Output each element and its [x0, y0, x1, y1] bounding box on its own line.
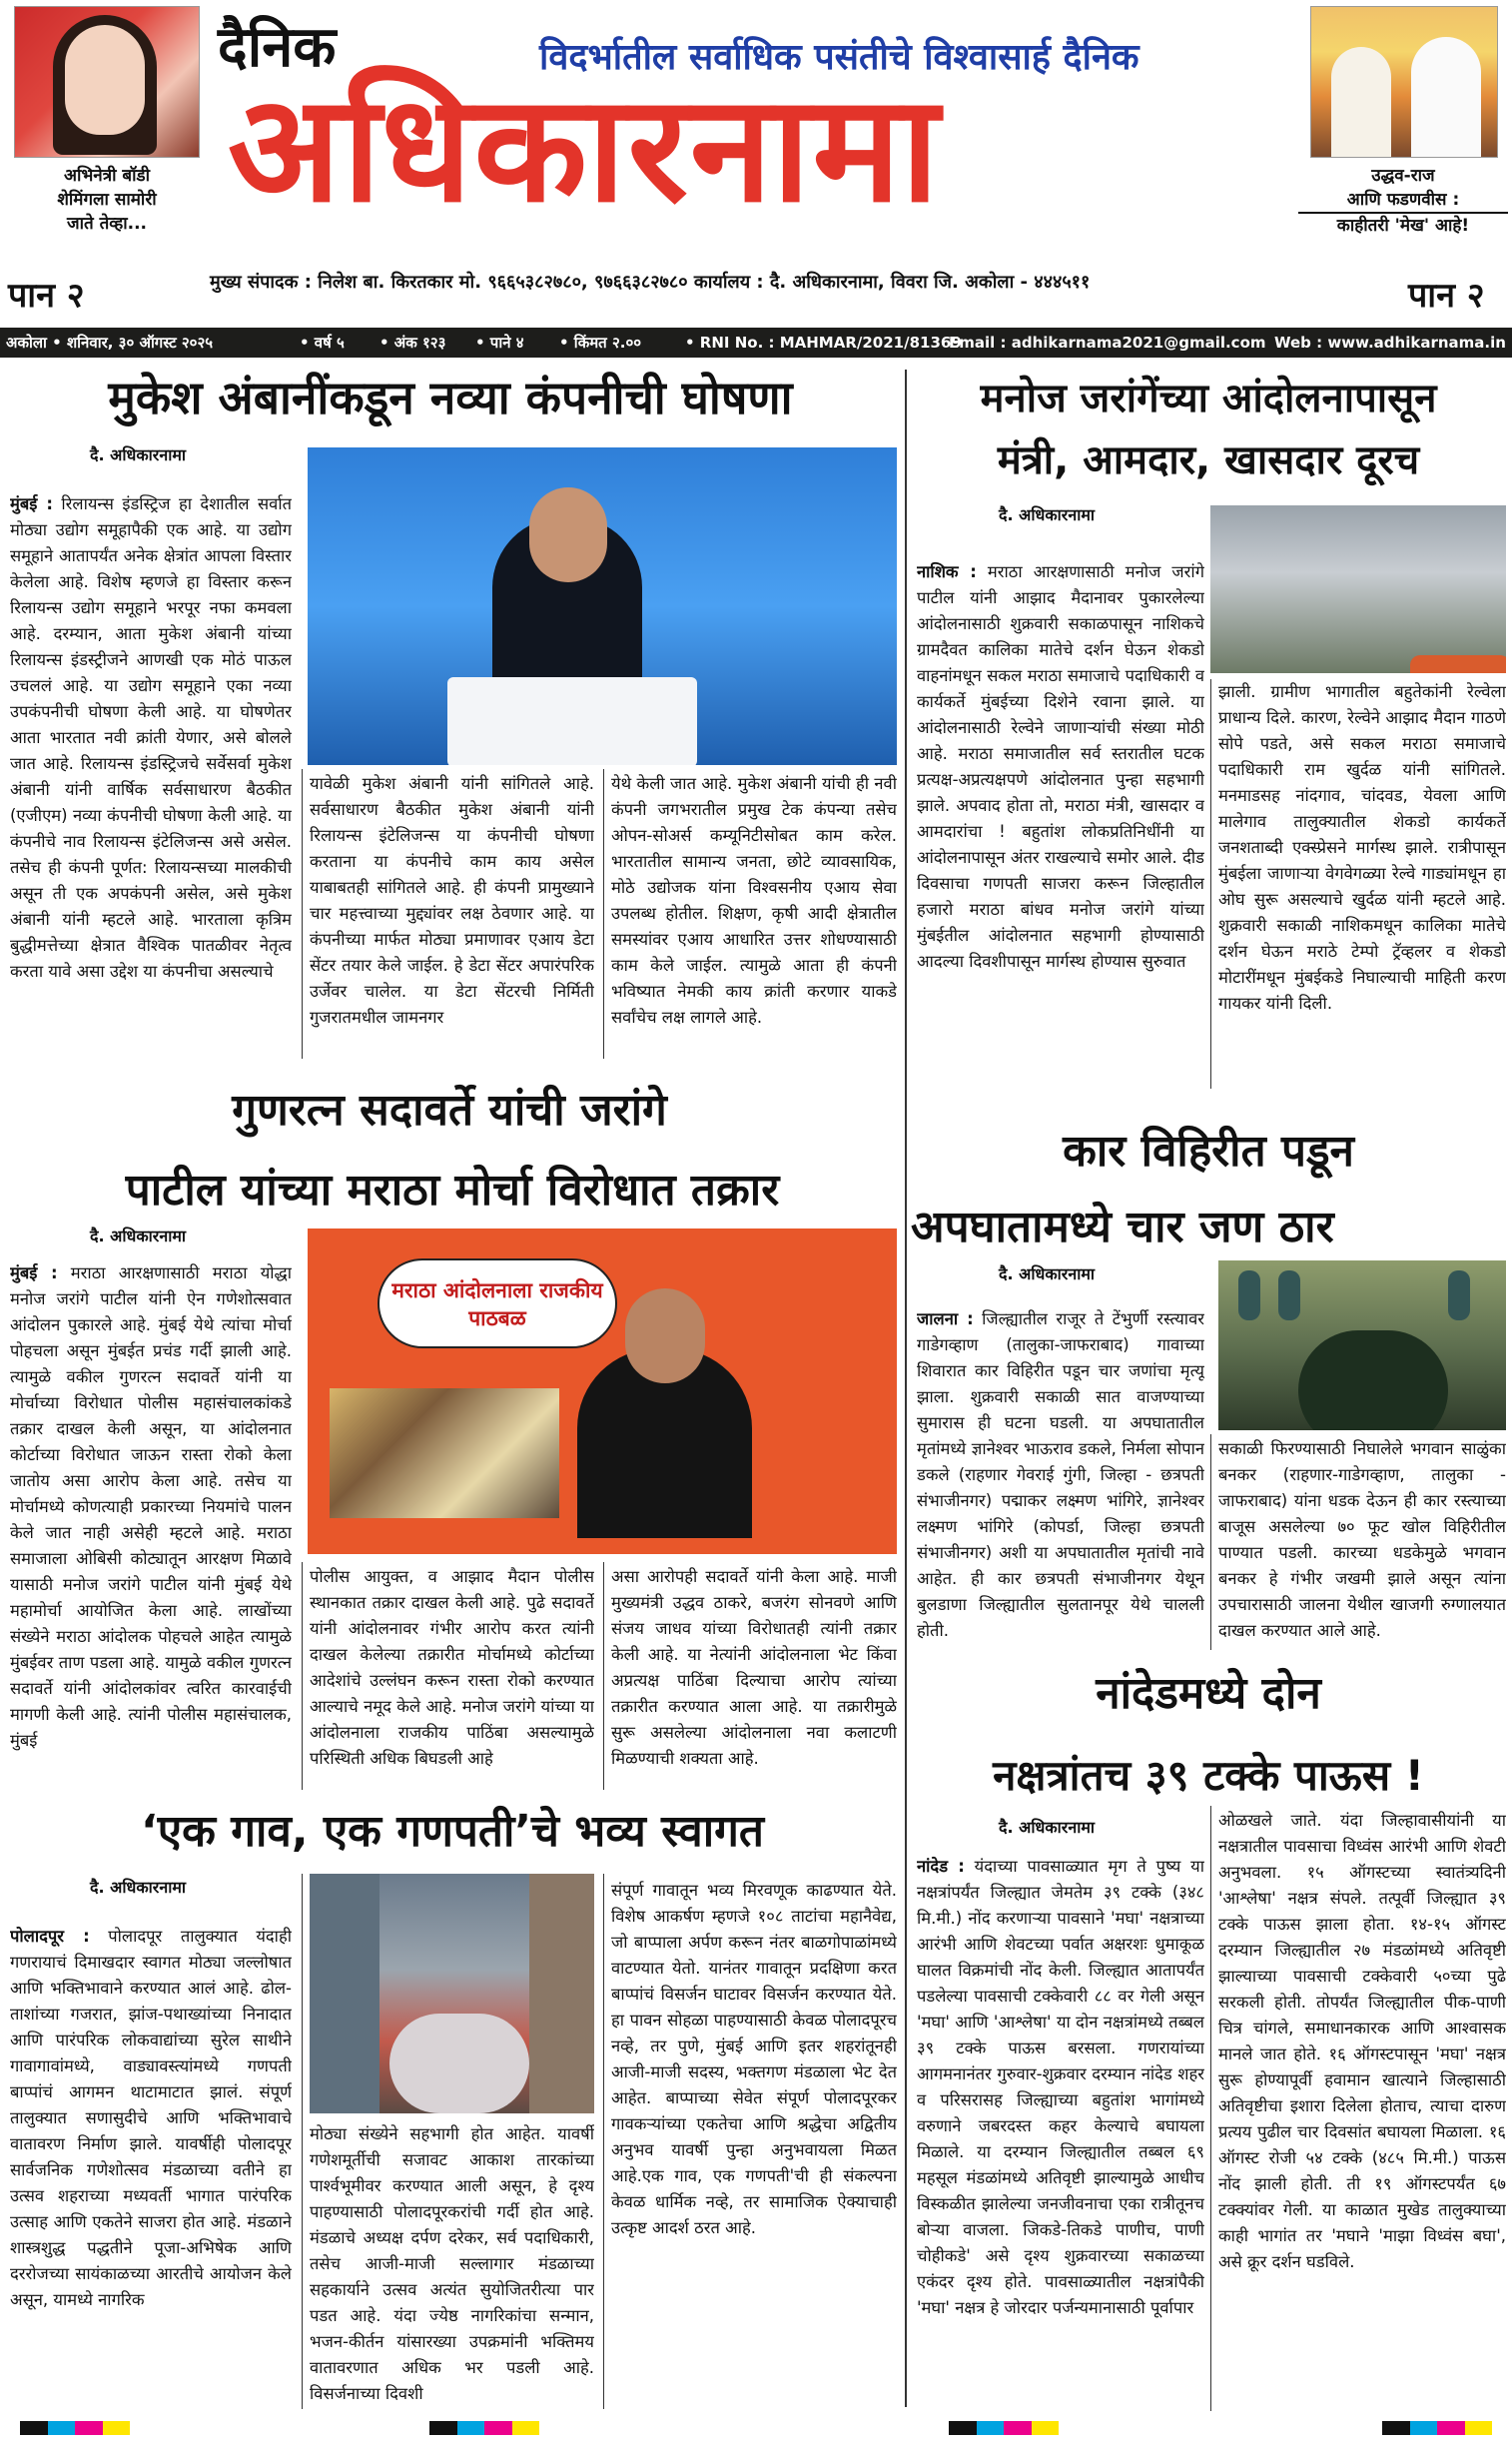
right-teaser-line: काहीतरी 'मेख' आहे!: [1298, 212, 1508, 238]
ganpati-procession-photo[interactable]: [310, 1874, 594, 2113]
registration-color-bar: [429, 2421, 539, 2435]
left-teaser-line: शेमिंगला सामोरी: [57, 190, 157, 210]
accident-well-photo[interactable]: [1218, 1260, 1506, 1430]
headline-jarange-line2[interactable]: मंत्री, आमदार, खासदार दूरच: [997, 437, 1420, 483]
byline-ambani: दै. अधिकारनामा: [90, 445, 187, 464]
article-accident-col2: सकाळी फिरण्यासाठी निघालेले भगवान साळुंका बनकर (राहणार-गाडेगव्हाण, तालुका - जाफराबाद) यांना धडक देऊन ही कार रस्त्याच्या बाजूस असलेल्या ७० फूट खोल विहिरीतील पाण्यात पडली. कारच्या धडकेमुळे भगवान बनकर हे गंभीर जखमी झाले असून त्यांना उपचारासाठी जालना येथील खाजगी रुग्णालयात दाखल करण्यात आले आहे.: [1218, 1439, 1506, 1640]
right-teaser-caption[interactable]: [1298, 164, 1508, 238]
byline-accident: दै. अधिकारनामा: [999, 1264, 1096, 1283]
left-teaser-line: जाते तेव्हा...: [66, 214, 148, 234]
dateline-bar: [0, 328, 1512, 358]
column-divider: [1210, 1806, 1211, 2411]
article-ambani-col2: यावेळी मुकेश अंबानी यांनी सांगितले आहे. सर्वसाधारण बैठकीत मुकेश अंबानी यांनी रिलायन्स इंटेलिजन्स या कंपनीची घोषणा करताना या कंपनीचे काम काय असेल याबाबतही सांगितले आहे. ही कंपनी प्रामुख्याने चार महत्त्वाच्या मुद्द्यांवर लक्ष ठेवणार आहे. या कंपनीच्या मार्फत मोठ्या प्रमाणावर एआय डेटा सेंटर तयार केले जाईल. हे डेटा सेंटर अपारंपरिक उर्जेवर चालेल. या डेटा सेंटरची निर्मिती गुजरातमधील जामनगर: [310, 774, 594, 1027]
headline-accident-line1[interactable]: कार विहिरीत पडून: [1063, 1126, 1354, 1177]
section-divider: [905, 370, 907, 2407]
headline-sadavarte-line1[interactable]: गुणरत्न सदावर्ते यांची जरांगे: [232, 1085, 667, 1136]
article-sadavarte-col2: पोलीस आयुक्त, व आझाद मैदान पोलीस स्थानकात तक्रार दाखल केली आहे. पुढे सदावर्ते यांनी आंदोलनावर गंभीर आरोप करत त्यांनी दाखल केलेल्या तक्रारीत मोर्चामध्ये कोर्टाच्या आदेशांचे उल्लंघन करून रास्ता रोको करण्यात आल्याचे नमूद केले आहे. मनोज जरांगे यांच्या या आंदोलनाला राजकीय पाठिंबा असल्यामुळे परिस्थिती अधिक बिघडली आहे: [310, 1567, 594, 1768]
dateline-email[interactable]: Email : adhikarnama2021@gmail.com: [949, 334, 1266, 352]
column-divider: [1210, 1434, 1211, 1650]
dateline-date: अकोला • शनिवार, ३० ऑगस्ट २०२५: [6, 334, 214, 352]
article-jarange-col2: झाली. ग्रामीण भागातील बहुतेकांनी रेल्वेला प्राधान्य दिले. कारण, रेल्वेने आझाद मैदान गाठणे सोपे पडते, असे सकल मराठा समाजाचे पदाधिकारी राम खुर्दळ यांनी सांगितले. मनमाडसह नांदगाव, चांदवड, येवला आणि मालेगाव तालुक्यातील शेकडो कार्यकर्ते जनशताब्दी एक्स्प्रेसने मार्गस्थ झाले. रात्रीपासून मुंबईला जाणाऱ्या वेगवेगळ्या रेल्वे गाड्यांमधून हा ओघ सुरू असल्याचे खुर्दळ यांनी म्हटले आहे. शुक्रवारी सकाळी नाशिकमधून कालिका मातेचे दर्शन घेऊन मराठे टेम्पो ट्रॅव्हलर व शेकडो मोटारींमधून मुंबईकडे निघाल्याची माहिती करण गायकर यांनी दिली.: [1218, 682, 1506, 1013]
dateline-price: • किंमत २.००: [559, 334, 642, 352]
jarange-rally-photo[interactable]: [1210, 505, 1506, 673]
article-nanded-col2: ओळखले जाते. यंदा जिल्हावासीयांनी या नक्षत्रातील पावसाचा विध्वंस आरंभी आणि शेवटी अनुभवला. १५ ऑगस्टच्या स्वातंत्र्यदिनी 'आश्लेषा' नक्षत्र संपले. तत्पूर्वी जिल्ह्यात ३९ टक्के पाऊस झाला होता. १४-१५ ऑगस्ट दरम्यान जिल्ह्यातील २७ मंडळांमध्ये अतिवृष्टी झाल्याच्या पावसाची टक्केवारी ५०च्या पुढे सरकली होती. तोपर्यंत जिल्ह्यातील पीक-पाणी चित्र चांगले, समाधानकारक आणि आश्वासक मानले जात होते. १६ ऑगस्टपासून 'मघा' नक्षत्र सुरू होण्यापूर्वी हवामान खात्याने जिल्हासाठी अतिवृष्टीचा इशारा दिलेला होताच, त्याचा दारुण प्रत्यय पुढील चार दिवसांत बघायला मिळाला. १६ ऑगस्ट रोजी ५४ टक्के (४८५ मि.मी.) पाऊस नोंद झाली होती. ती १९ ऑगस्टपर्यंत ६७ टक्क्यांवर गेली. या काळात मुखेड तालुक्याच्या काही भागांत तर 'मघाने 'माझा विध्वंस बघा', असे क्रूर दर्शन घडविले.: [1218, 1811, 1506, 2271]
article-ganpati-col3: संपूर्ण गावातून भव्य मिरवणूक काढण्यात येते. विशेष आकर्षण म्हणजे १०८ ताटांचा महानैवेद्य, जो बाप्पाला अर्पण करून नंतर बाळगोपाळांमध्ये वाटण्यात येतो. यानंतर गावातून प्रदक्षिणा करत बाप्पांचं विसर्जन घाटावर विसर्जन करण्यात येते. हा पावन सोहळा पाहण्यासाठी केवळ पोलादपूरच नव्हे, तर पुणे, मुंबई आणि इतर शहरांतूनही आजी-माजी सदस्य, भक्तगण मंडळाला भेट देत आहेत. बाप्पाच्या सेवेत संपूर्ण पोलादपूरकर गावकऱ्यांच्या एकतेचा आणि श्रद्धेचा अद्वितीय अनुभव यावर्षी पुन्हा अनुभवायला मिळत आहे.एक गाव, एक गणपती'ची ही संकल्पना केवळ धार्मिक नव्हे, तर सामाजिक ऐक्याचाही उत्कृष्ट आदर्श ठरत आहे.: [611, 1881, 897, 2237]
registration-color-bar: [20, 2421, 130, 2435]
byline-jarange: दै. अधिकारनामा: [999, 505, 1096, 524]
right-teaser-line: उद्धव-राज: [1371, 166, 1435, 186]
masthead-small-title: दैनिक: [218, 15, 337, 80]
masthead-tagline: विदर्भातील सर्वाधिक पसंतीचे विश्वासार्ह दैनिक: [539, 37, 1139, 78]
registration-color-bar: [949, 2421, 1059, 2435]
page-number-left: पान २: [8, 276, 85, 316]
headline-jarange-line1[interactable]: मनोज जरांगेंच्या आंदोलनापासून: [980, 376, 1437, 421]
article-ambani-col3: येथे केली जात आहे. मुकेश अंबानी यांची ही नवी कंपनी जगभरातील प्रमुख टेक कंपन्या तसेच ओपन-सोअर्स कम्यूनिटीसोबत काम करेल. भारतातील सामान्य जनता, छोटे व्यावसायिक, मोठे उद्योजक यांना विश्वसनीय एआय सेवा उपलब्ध होतील. शिक्षण, कृषी आदी क्षेत्रातील समस्यांवर एआय आधारित उत्तर शोधण्यासाठी काम केले जाईल. त्यामुळे आता ही कंपनी भविष्यात नेमकी काय क्रांती करणार याकडे सर्वांचेच लक्ष लागले आहे.: [611, 774, 897, 1027]
column-divider: [603, 1562, 604, 1790]
masthead: [0, 0, 1512, 325]
article-nanded-col1: नांदेड : यंदाच्या पावसाळ्यात मृग ते पुष्य या नक्षत्रांपर्यंत जिल्ह्यात जेमतेम ३९ टक्के (३४८ मि.मी.) नोंद करणाऱ्या पावसाने 'मघा' नक्षत्राच्या आरंभी आणि शेवटच्या पर्वात अक्षरशः धुमाकूळ घालत विक्रमांची नोंद केली. जिल्ह्यात आतापर्यंत पडलेल्या पावसाची टक्केवारी ८८ वर गेली असून 'मघा' आणि 'आश्लेषा' या दोन नक्षत्रांमध्ये तब्बल ३९ टक्के पाऊस बरसला. गणरायांच्या आगमनानंतर गुरुवार-शुक्रवार दरम्यान नांदेड शहर व परिसरासह जिल्ह्याच्या बहुतांश भागांमध्ये वरुणाने जबरदस्त कहर केल्याचे बघायला मिळाले. या दरम्यान जिल्ह्यातील तब्बल ६९ महसूल मंडळांमध्ये अतिवृष्टी झाल्यामुळे आधीच विस्कळीत झालेल्या जनजीवनाचा एका रात्रीतूनच बोऱ्या वाजला. जिकडे-तिकडे पाणीच, पाणी चोहीकडे' असे दृश्य शुक्रवारच्या सकाळच्या एकंदर दृश्य होते. पावसाळ्यातील नक्षत्रांपैकी 'मघा' नक्षत्र हे जोरदार पर्जन्यमानासाठी पूर्वापार: [917, 1857, 1204, 2317]
column-divider: [603, 769, 604, 1059]
column-divider: [302, 1874, 303, 2409]
article-sadavarte-col3: असा आरोपही सदावर्ते यांनी केला आहे. माजी मुख्यमंत्री उद्धव ठाकरे, बजरंग सोनवणे आणि संजय जाधव यांच्या विरोधातही त्यांनी तक्रार केली आहे. या नेत्यांनी आंदोलनाला भेट किंवा अप्रत्यक्ष पाठिंबा दिल्याचा आरोप त्यांच्या तक्रारीत करण्यात आला आहे. या तक्रारीमुळे सुरू असलेल्या आंदोलनाला नवा कलाटणी मिळण्याची शक्यता आहे.: [611, 1567, 897, 1768]
page-number-right: पान २: [1408, 276, 1485, 316]
editor-line: मुख्य संपादक : निलेश बा. किरतकार मो. ९६६५३८२७८०, ९७६६३८२७८० कार्यालय : दै. अधिकारनामा, विवरा जि. अकोला - ४४४५११: [210, 272, 1091, 293]
column-divider: [1210, 679, 1211, 1089]
dateline-year: • वर्ष ५: [300, 334, 345, 352]
headline-nanded-line2[interactable]: नक्षत्रांतच ३९ टक्के पाऊस !: [993, 1751, 1424, 1800]
registration-color-bar: [1382, 2421, 1492, 2435]
headline-ambani[interactable]: मुकेश अंबानींकडून नव्या कंपनीची घोषणा: [108, 371, 793, 424]
article-accident-col1: जालना : जिल्ह्यातील राजूर ते टेंभुर्णी रस्त्यावर गाडेगव्हाण (तालुका-जाफराबाद) गावाच्या शिवारात कार विहिरीत पडून चार जणांचा मृत्यू झाला. शुक्रवारी सकाळी सात वाजण्याच्या सुमारास ही घटना घडली. या अपघातातील मृतांमध्ये ज्ञानेश्वर भाऊराव डकले, निर्मला सोपान डकले (राहणार गेवराई गुंगी, जिल्हा - छत्रपती संभाजीनगर) पद्माकर लक्ष्मण भांगिरे, ज्ञानेश्वर लक्ष्मण भांगिरे (कोपर्डा, जिल्हा छत्रपती संभाजीनगर) अशी या अपघातातील मृतांची नावे आहेत. ही कार छत्रपती संभाजीनगर येथून बुलडाणा जिल्ह्यातील सुलतानपूर येथे चालली होती.: [917, 1309, 1204, 1640]
article-jarange-col1: नाशिक : मराठा आरक्षणासाठी मनोज जरांगे पाटील यांनी आझाद मैदानावर पुकारलेल्या आंदोलनासाठी शुक्रवारी सकाळपासून नाशिकचे ग्रामदैवत कालिका मातेचे दर्शन घेऊन शेकडो वाहनांमधून सकल मराठा समाजाचे पदाधिकारी व कार्यकर्ते मुंबईच्या दिशेने रवाना झाले. या आंदोलनासाठी रेल्वेने जाणाऱ्यांची संख्या मोठी आहे. मराठा समाजातील सर्व स्तरातील घटक प्रत्यक्ष-अप्रत्यक्षपणे आंदोलनात पुन्हा सहभागी झाले. अपवाद होता तो, मराठा मंत्री, खासदार व आमदारांचा ! बहुतांश लोकप्रतिनिधींनी या आंदोलनापासून अंतर राखल्याचे समोर आले. दीड दिवसाचा गणपती साजरा करून जिल्हातील हजारो मराठा बांधव मनोज जरांगे यांच्या मुंबईतील आंदोलनात सहभागी होण्यासाठी आदल्या दिवशीपासून मार्गस्थ होण्यास सुरुवात: [917, 562, 1204, 971]
photo-speech-bubble: मराठा आंदोलनाला राजकीय पाठबळ: [391, 1278, 603, 1330]
column-divider: [302, 769, 303, 1059]
politicians-photo[interactable]: [1310, 6, 1498, 158]
sadavarte-photo[interactable]: [308, 1228, 897, 1554]
actress-photo[interactable]: [14, 6, 200, 158]
article-ganpati-col2: मोठ्या संख्येने सहभागी होत आहेत. यावर्षी गणेशमूर्तीची सजावट आकाश तारकांच्या पार्श्वभूमीवर करण्यात आली असून, हे दृश्य पाहण्यासाठी पोलादपूरकरांची गर्दी होत आहे. मंडळाचे अध्यक्ष दर्पण दरेकर, सर्व पदाधिकारी, तसेच आजी-माजी सल्लागार मंडळाच्या सहकार्याने उत्सव अत्यंत सुयोजितरीत्या पार पडत आहे. यंदा ज्येष्ठ नागरिकांचा सन्मान, भजन-कीर्तन यांसारख्या उपक्रमांनी भक्तिमय वातावरणात अधिक भर पडली आहे. विसर्जनाच्या दिवशी: [310, 2124, 594, 2403]
dateline-issue: • अंक १२३: [379, 334, 446, 352]
headline-ganpati[interactable]: ‘एक गाव, एक गणपती’चे भव्य स्वागत: [141, 1806, 764, 1857]
column-divider: [603, 1874, 604, 2409]
column-divider: [302, 1562, 303, 1790]
headline-accident-line2[interactable]: अपघातामध्ये चार जण ठार: [911, 1202, 1334, 1252]
dateline-web[interactable]: Web : www.adhikarnama.in: [1274, 334, 1506, 352]
byline-nanded: दै. अधिकारनामा: [999, 1818, 1096, 1837]
article-sadavarte-col1: मुंबई : मराठा आरक्षणासाठी मराठा योद्धा मनोज जरांगे पाटील यांनी ऐन गणेशोत्सवात आंदोलन पुकारले आहे. मुंबई येथे त्यांचा मोर्चा पोहचला असून मुंबईत प्रचंड गर्दी झाली आहे. त्यामुळे वकील गुणरत्न सदावर्ते यांनी या मोर्चाच्या विरोधात पोलीस महासंचालकांकडे तक्रार दाखल केली असून, या आंदोलनात कोर्टाच्या विरोधात जाऊन रास्ता रोको केला जातोय असा आरोप केला आहे. तसेच या मोर्चामध्ये कोणत्याही प्रकारच्या नियमांचे पालन केले जात नाही असेही म्हटले आहे. मराठा समाजाला ओबिसी कोट्यातून आरक्षण मिळावे यासाठी मनोज जरांगे पाटील यांनी मुंबई येथे महामोर्चा आयोजित केला आहे. लाखोंच्या संख्येने मराठा आंदोलक पोहचले आहेत त्यामुळे मुंबईवर ताण पडला आहे. यामुळे वकील गुणरत्न सदावर्ते यांनी आंदोलकांवर त्वरित कारवाईची मागणी केली आहे. त्यांनी पोलीस महासंचालक, मुंबई: [10, 1263, 292, 1750]
ambani-photo[interactable]: [308, 447, 897, 765]
byline-ganpati: दै. अधिकारनामा: [90, 1878, 187, 1897]
byline-sadavarte: दै. अधिकारनामा: [90, 1227, 187, 1245]
left-teaser-line: अभिनेत्री बॉडी: [63, 166, 151, 186]
headline-sadavarte-line2[interactable]: पाटील यांच्या मराठा मोर्चा विरोधात तक्रार: [125, 1165, 780, 1216]
article-ambani-col1: मुंबई : रिलायन्स इंडस्ट्रिज हा देशातील सर्वात मोठ्या उद्योग समूहापैकी एक आहे. या उद्योग समूहाने आतापर्यंत अनेक क्षेत्रांत आपला विस्तार केलेला आहे. विशेष म्हणजे हा विस्तार करून रिलायन्स उद्योग समूहाने भरपूर नफा कमवला आहे. दरम्यान, आता मुकेश अंबानी यांच्या रिलायन्स इंडस्ट्रीजने आणखी एक मोठं पाऊल उचललं आहे. या उद्योग समूहाने एका नव्या उपकंपनीची घोषणा केली आहे. या घोषणेतर आता भारतात नवी क्रांती येणार, असे बोलले जात आहे. रिलायन्स इंडस्ट्रिजचे सर्वेसर्वा मुकेश अंबानी यांनी वार्षिक सर्वसाधारण बैठकीत (एजीएम) नव्या कंपनीची घोषणा केली आहे. या कंपनीचे नाव रिलायन्स इंटेलिजन्स असे असेल. तसेच ही कंपनी पूर्णत: रिलायन्सच्या मालकीची असून ती एक अपकंपनी असेल, असे मुकेश अंबानी यांनी म्हटले आहे. भारताला कृत्रिम बुद्धीमत्तेच्या क्षेत्रात वैश्विक पातळीवर नेतृत्व करता यावे असा उद्देश या कंपनीचा असल्याचे: [10, 494, 292, 981]
left-teaser-caption[interactable]: [14, 164, 200, 236]
dateline-rni: • RNI No. : MAHMAR/2021/81369: [685, 334, 962, 352]
headline-nanded-line1[interactable]: नांदेडमध्ये दोन: [1096, 1668, 1321, 1719]
article-ganpati-col1: पोलादपूर : पोलादपूर तालुक्यात यंदाही गणरायाचं दिमाखदार स्वागत मोठ्या जल्लोषात आणि भक्तिभावाने करण्यात आलं आहे. ढोल-ताशांच्या गजरात, झांज-पथाख्यांच्या निनादात आणि पारंपरिक लोकवाद्यांच्या सुरेल साथीने गावागावांमध्ये, वाड्यावस्त्यांमध्ये गणपती बाप्पांचं आगमन थाटामाटात झालं. संपूर्ण तालुक्यात सणासुदीचे आणि भक्तिभावाचे वातावरण निर्माण झाले. यावर्षीही पोलादपूर सार्वजनिक गणेशोत्सव मंडळाच्या वतीने हा उत्सव शहराच्या मध्यवर्ती भागात पारंपरिक उत्साह आणि एकतेने साजरा होत आहे. मंडळाने शास्त्रशुद्ध पद्धतीने पूजा-अभिषेक आणि दररोजच्या सायंकाळच्या आरतीचे आयोजन केले असून, यामध्ये नागरिक: [10, 1927, 292, 2309]
newspaper-title: अधिकारनामा: [228, 63, 942, 235]
dateline-pages: • पाने ४: [475, 334, 524, 352]
right-teaser-line: आणि फडणवीस :: [1346, 190, 1460, 210]
